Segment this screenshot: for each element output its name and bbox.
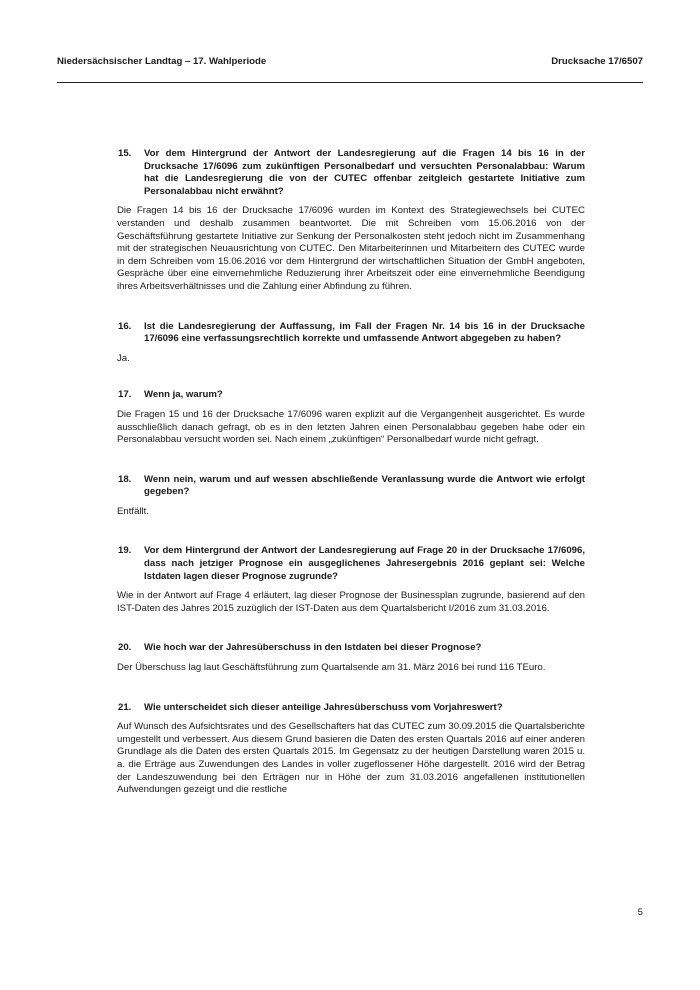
- spacer: [117, 294, 585, 321]
- question-number: 20.: [118, 642, 132, 654]
- header-parliament-title: Niedersächsischer Landtag – 17. Wahlperiode: [57, 56, 267, 67]
- question-number: 17.: [118, 389, 132, 401]
- spacer: [117, 675, 585, 702]
- question-text: Wie unterscheidet sich dieser anteilige Jahresüberschuss vom Vorjahreswert?: [144, 701, 503, 713]
- question-number: 21.: [118, 701, 132, 713]
- question-17: [117, 389, 585, 402]
- header-document-number: Drucksache 17/6507: [551, 56, 643, 67]
- document-body: [117, 148, 585, 797]
- spacer: [117, 518, 585, 545]
- answer-20: Der Überschuss lag laut Geschäftsführung zum Quartalsende am 31. März 2016 bei rund 116 TEuro.: [117, 662, 546, 674]
- page-header: [57, 56, 643, 84]
- question-18: [117, 474, 585, 499]
- answer-19: Wie in der Antwort auf Frage 4 erläutert, lag dieser Prognose der Businessplan zugrunde, basierend auf den IST-Daten des Jahres 2015 zuzüglich der IST-Daten aus dem Quartalsbericht I/2016 zum 31.03.2016.: [117, 590, 585, 614]
- question-16: [117, 321, 585, 346]
- answer-17: Die Fragen 15 und 16 der Drucksache 17/6096 waren explizit auf die Vergangenheit ausgerichtet. Es wurde ausschließlich danach gefragt, ob es in den letzten Jahren einen Personalabbau gegeben habe oder ein Personalabbau versucht worden sei. Nach einem „zukünftigen“ Personalbedarf wurde nicht gefragt.: [117, 408, 585, 446]
- question-text: Vor dem Hintergrund der Antwort der Landesregierung auf die Fragen 14 bis 16 in der Drucksache 17/6096 zum zukünftigen Personalbedarf und versuchten Personalabbau: Warum hat die Landesregierung die von der CUTEC offenbar zeitgleich gestartete Initiative zum Personalabbau nicht erwähnt?: [144, 148, 585, 197]
- question-19: [117, 545, 585, 583]
- page-number: 5: [637, 907, 643, 918]
- question-number: 15.: [118, 148, 132, 159]
- question-text: Vor dem Hintergrund der Antwort der Landesregierung auf Frage 20 in der Drucksache 17/6096, dass nach jetziger Prognose ein ausgeglichenes Jahresergebnis 2016 geplant sei: Welche Istdaten lagen dieser Prognose zugrunde?: [144, 545, 585, 582]
- answer-16: Ja.: [117, 352, 130, 364]
- question-number: 19.: [118, 545, 132, 557]
- question-text: Ist die Landesregierung der Auffassung, im Fall der Fragen Nr. 14 bis 16 in der Drucksache 17/6096 eine verfassungsrechtlich korrekte und umfassende Antwort abgegeben zu haben?: [144, 320, 585, 345]
- answer-18: Entfällt.: [117, 505, 149, 517]
- question-20: [117, 642, 585, 655]
- spacer: [117, 615, 585, 642]
- answer-21: Auf Wunsch des Aufsichtsrates und des Gesellschafters hat das CUTEC zum 30.09.2015 die Quartalsberichte umgestellt und verbessert. Aus diesem Grund basieren die Daten des ersten Quartals 2016 auf einer anderen Grundlage als die Daten des ersten Quartals 2015. Im Gegensatz zu der heutigen Darstellung waren 2015 u. a. die Erträge aus Zuwendungen des Landes in voller zugeflossener Höhe dargestellt. 2016 wird der Betrag der Landeszuwendung bei den Erträgen nur in Höhe der zum 31.03.2016 angefallenen institutionellen Aufwendungen gezeigt und die restliche: [117, 721, 585, 796]
- question-15: [117, 148, 585, 198]
- spacer: [117, 365, 585, 389]
- question-text: Wenn nein, warum und auf wessen abschließende Veranlassung wurde die Antwort wie erfolgt gegeben?: [144, 473, 585, 498]
- spacer: [117, 447, 585, 474]
- question-21: [117, 702, 585, 715]
- question-text: Wie hoch war der Jahresüberschuss in den Istdaten bei dieser Prognose?: [144, 642, 482, 654]
- question-text: Wenn ja, warum?: [144, 389, 223, 401]
- question-number: 18.: [118, 473, 132, 485]
- header-divider: [57, 82, 643, 83]
- question-number: 16.: [118, 320, 132, 332]
- answer-15: Die Fragen 14 bis 16 der Drucksache 17/6096 wurden im Kontext des Strategiewechsels bei CUTEC verstanden und deshalb zusammen beantwortet. Die mit Schreiben vom 15.06.2016 von der Geschäftsführung gestartete Initiative zur Senkung der Personalkosten steht jedoch nicht im Zusammenhang mit der strategischen Neuausrichtung von CUTEC. Den Mitarbeiterinnen und Mitarbeitern des CUTEC wurde in dem Schreiben vom 15.06.2016 vor dem Hintergrund der wirtschaftlichen Situation der GmbH angeboten, Gespräche über eine einvernehmliche Reduzierung ihrer Arbeitszeit oder eine einvernehmliche Beendigung ihres Arbeitsverhältnisses und die Zahlung einer Abfindung zu führen.: [117, 205, 585, 292]
